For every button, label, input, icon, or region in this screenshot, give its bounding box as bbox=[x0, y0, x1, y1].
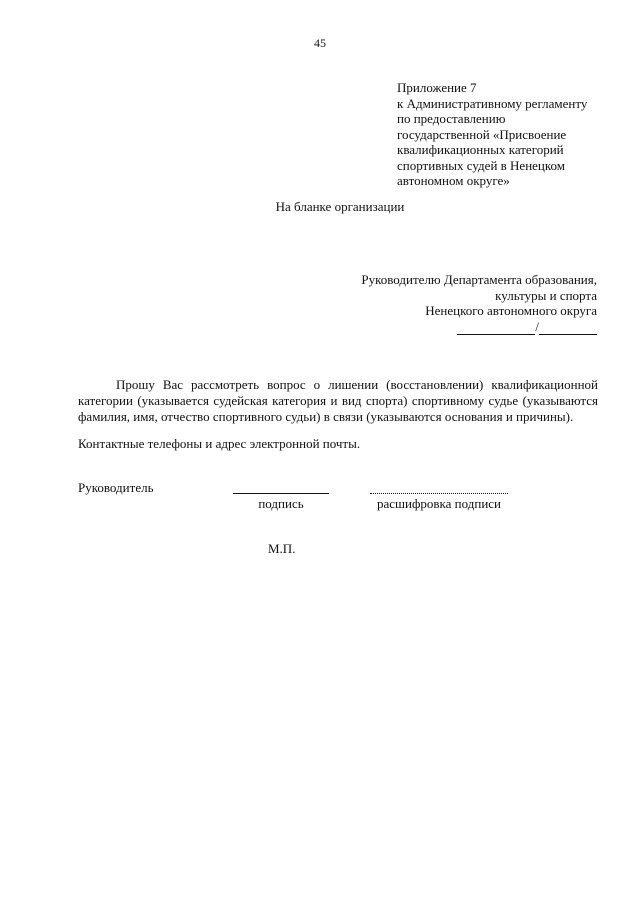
addressee-blank-field bbox=[361, 319, 597, 335]
blank-line-left bbox=[457, 321, 535, 335]
appendix-line: спортивных судей в Ненецком bbox=[397, 157, 566, 173]
appendix-line: квалификационных категорий bbox=[397, 142, 564, 157]
transcript-line bbox=[370, 493, 508, 494]
appendix-header bbox=[397, 80, 617, 189]
appendix-line: к Административному регламенту bbox=[397, 95, 588, 111]
appendix-line: Приложение 7 bbox=[397, 80, 477, 95]
letterhead-note: На бланке организации bbox=[275, 199, 405, 214]
contacts-paragraph: Контактные телефоны и адрес электронной почты. bbox=[78, 436, 361, 451]
request-paragraph: Прошу Вас рассмотреть вопрос о лишении (восстановлении) квалификационной категории (указывается судейская категория и вид спорта) спортивному судье (указываются фамилия, имя, отчество спортивного судьи) в связи (указываются основания и причины). bbox=[78, 377, 598, 424]
request-body bbox=[78, 377, 598, 425]
blank-separator: / bbox=[535, 319, 539, 334]
appendix-line: автономном округе» bbox=[397, 173, 510, 188]
addressee-block bbox=[361, 272, 597, 335]
addressee-line: Ненецкого автономного округа bbox=[425, 303, 597, 318]
transcript-caption: расшифровка подписи bbox=[376, 496, 502, 511]
addressee-line: Руководителю Департамента образования, bbox=[361, 272, 597, 287]
blank-line-right bbox=[539, 321, 597, 335]
signature-line bbox=[233, 493, 329, 494]
signer-label: Руководитель bbox=[78, 480, 154, 495]
appendix-line: государственной «Присвоение bbox=[397, 126, 567, 142]
stamp-placeholder: М.П. bbox=[268, 541, 296, 556]
signature-caption: подпись bbox=[258, 496, 304, 511]
page-number: 45 bbox=[314, 36, 326, 50]
addressee-line: культуры и спорта bbox=[495, 287, 597, 303]
appendix-line: по предоставлению bbox=[397, 111, 506, 126]
